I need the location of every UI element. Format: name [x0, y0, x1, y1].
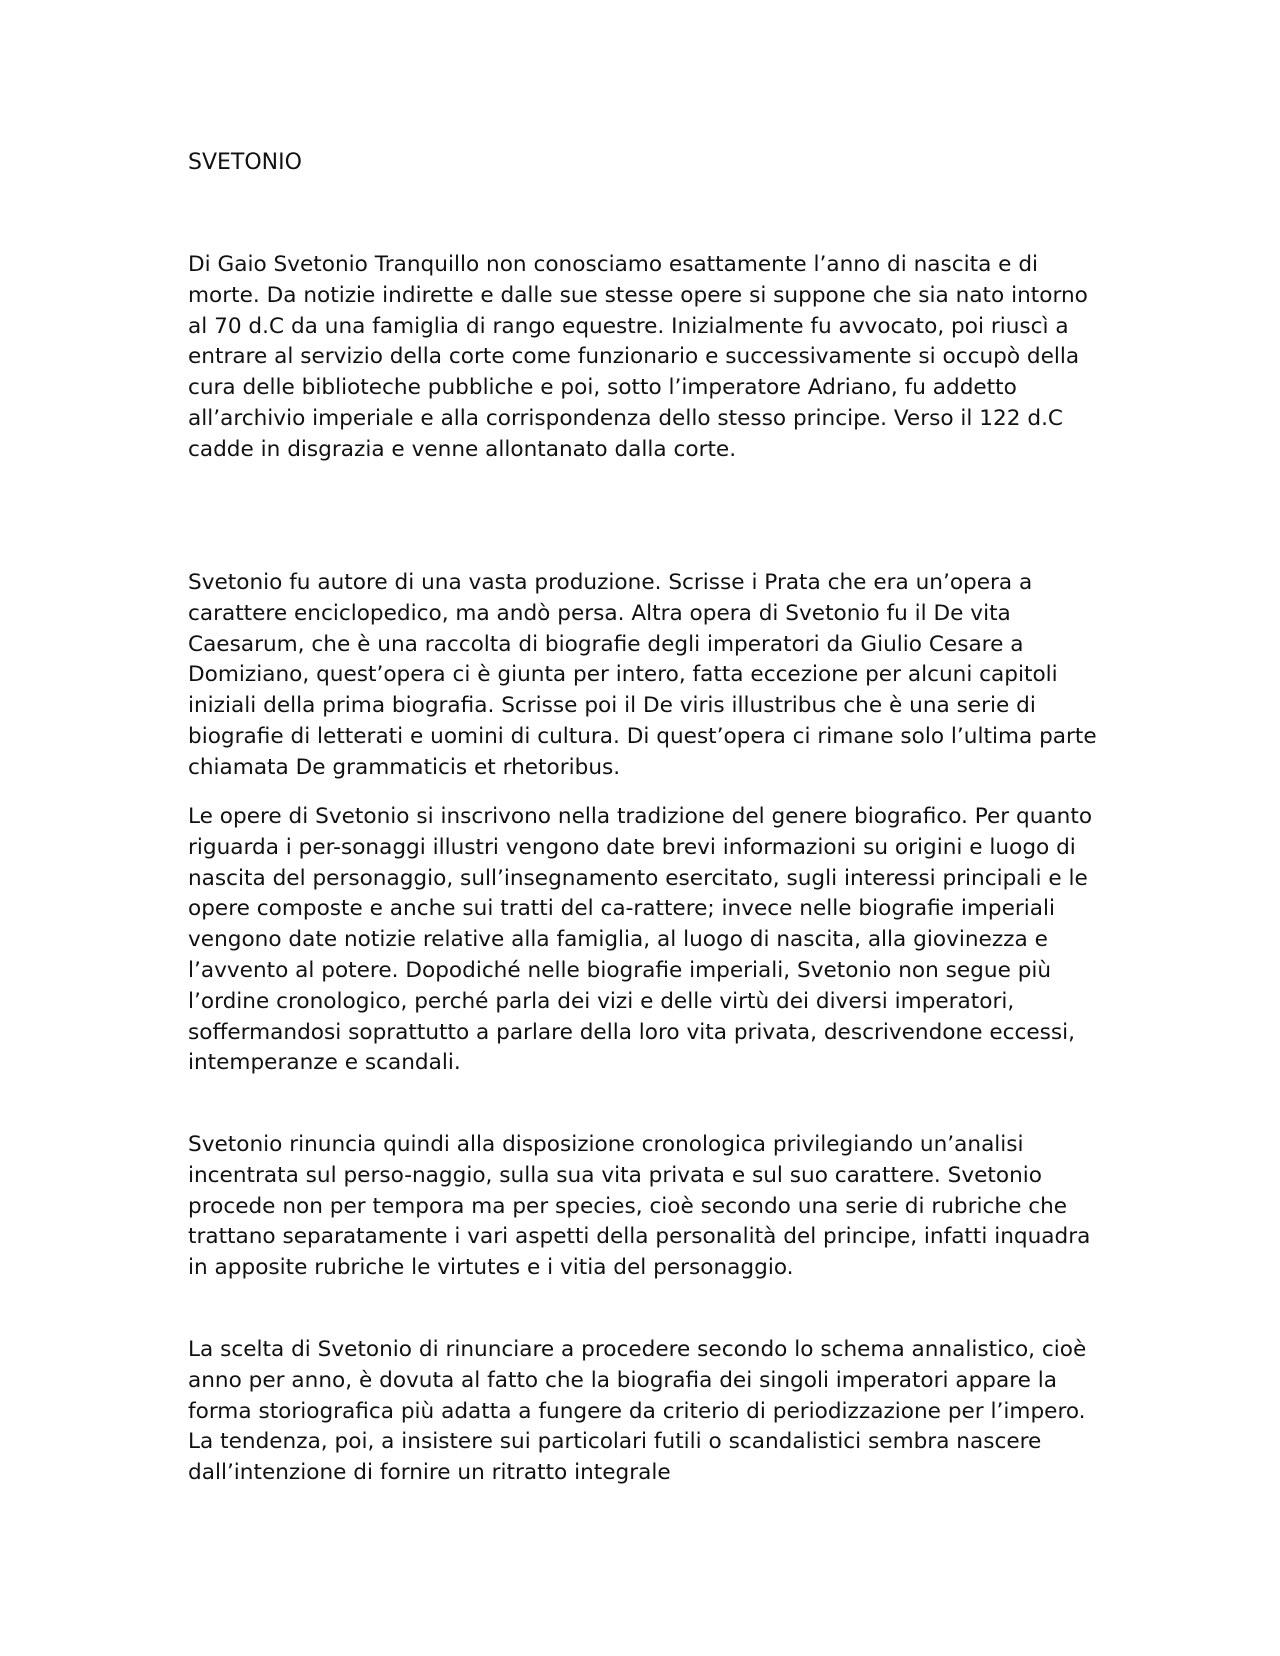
document-title: SVETONIO	[188, 150, 302, 175]
paragraph-biographical-genre: Le opere di Svetonio si inscrivono nella tradizione del genere biografico. Per quanto riguarda i per-sonaggi illustri vengono date brevi informazioni su origini e luogo di nascita del personaggio, sull’insegnamento esercitato, sugli interessi principali e le opere composte e anche sui tratti del ca-rattere; invece nelle biografie imperiali vengono date notizie relative alla famiglia, al luogo di nascita, alla giovinezza e l’avvento al potere. Dopodiché nelle biografie imperiali, Svetonio non segue più l’ordine cronologico, perché parla dei vizi e delle virtù dei diversi imperatori, soffermandosi soprattutto a parlare della loro vita privata, descrivendone eccessi, intemperanze e scandali.	[188, 804, 1093, 1076]
paragraph-works: Svetonio fu autore di una vasta produzione. Scrisse i Prata che era un’opera a carattere enciclopedico, ma andò persa. Altra opera di Svetonio fu il De vita Caesarum, che è una raccolta di biografie degli imperatori da Giulio Cesare a Domiziano, quest’opera ci è giunta per intero, fatta eccezione per alcuni capitoli iniziali della prima biografia. Scrisse poi il De viris illustribus che è una serie di biografie di letterati e uomini di cultura. Di quest’opera ci rimane solo l’ultima parte chiamata De grammaticis et rhetoribus.	[188, 570, 1097, 780]
paragraph-biography: Di Gaio Svetonio Tranquillo non conosciamo esattamente l’anno di nascita e di morte. Da notizie indirette e dalle sue stesse opere si suppone che sia nato intorno al 70 d.C da una famiglia di rango equestre. Inizialmente fu avvocato, poi riuscì a entrare al servizio della corte come funzionario e successivamente si occupò della cura delle biblioteche pubbliche e poi, sotto l’imperatore Adriano, fu addetto all’archivio imperiale e alla corrispondenza dello stesso principe. Verso il 122 d.C cadde in disgrazia e venne allontanato dalla corte.	[188, 252, 1088, 462]
paragraph-method: Svetonio rinuncia quindi alla disposizione cronologica privilegiando un’analisi incentrata sul perso-naggio, sulla sua vita privata e sul suo carattere. Svetonio procede non per tempora ma per species, cioè secondo una serie di rubriche che trattano separatamente i vari aspetti della personalità del principe, infatti inquadra in apposite rubriche le virtutes e i vitia del personaggio.	[188, 1132, 1091, 1281]
paragraph-choice: La scelta di Svetonio di rinunciare a procedere secondo lo schema annalistico, cioè anno per anno, è dovuta al fatto che la biografia dei singoli imperatori appare la forma storiografica più adatta a fungere da criterio di periodizzazione per l’impero. La tendenza, poi, a insistere sui particolari futili o scandalistici sembra nascere dall’intenzione di fornire un ritratto integrale	[188, 1337, 1087, 1486]
